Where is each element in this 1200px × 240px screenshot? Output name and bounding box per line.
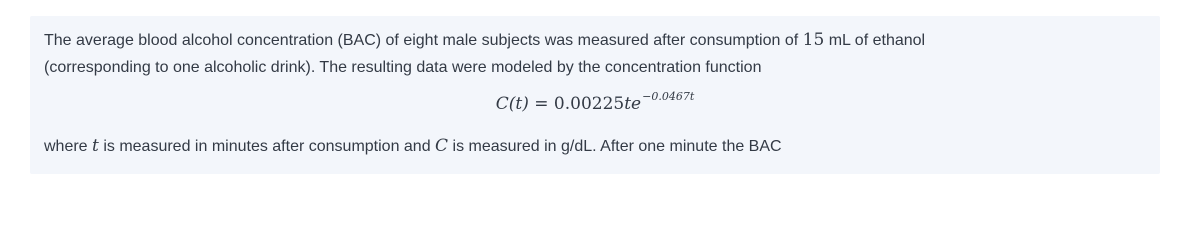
equation-exponent: −0.0467t (642, 90, 695, 103)
variable-c: C (435, 136, 449, 156)
concentration-equation (30, 90, 1160, 116)
equation-equals: = (528, 94, 554, 114)
equation-lhs: C(t) (495, 94, 529, 114)
equation-variable: te (624, 94, 642, 114)
line1-text-end: mL of ethanol (824, 32, 926, 49)
problem-text-line-2: (corresponding to one alcoholic drink). The resulting data were modeled by the concentration function (44, 59, 762, 76)
problem-text-line-1 (44, 30, 925, 51)
variable-t: t (92, 136, 99, 156)
line1-text-start: The average blood alcohol concentration (BAC) of eight male subjects was measured after consumption of (44, 32, 803, 49)
line3-text-middle: is measured in minutes after consumption and (98, 138, 436, 155)
ethanol-amount: 15 (802, 30, 825, 50)
problem-text-line-3 (44, 136, 782, 157)
problem-card (30, 16, 1160, 174)
line3-text-start: where (44, 138, 93, 155)
line3-text-end: is measured in g/dL. After one minute the BAC (448, 138, 782, 155)
equation-coefficient: 0.00225 (553, 94, 625, 114)
